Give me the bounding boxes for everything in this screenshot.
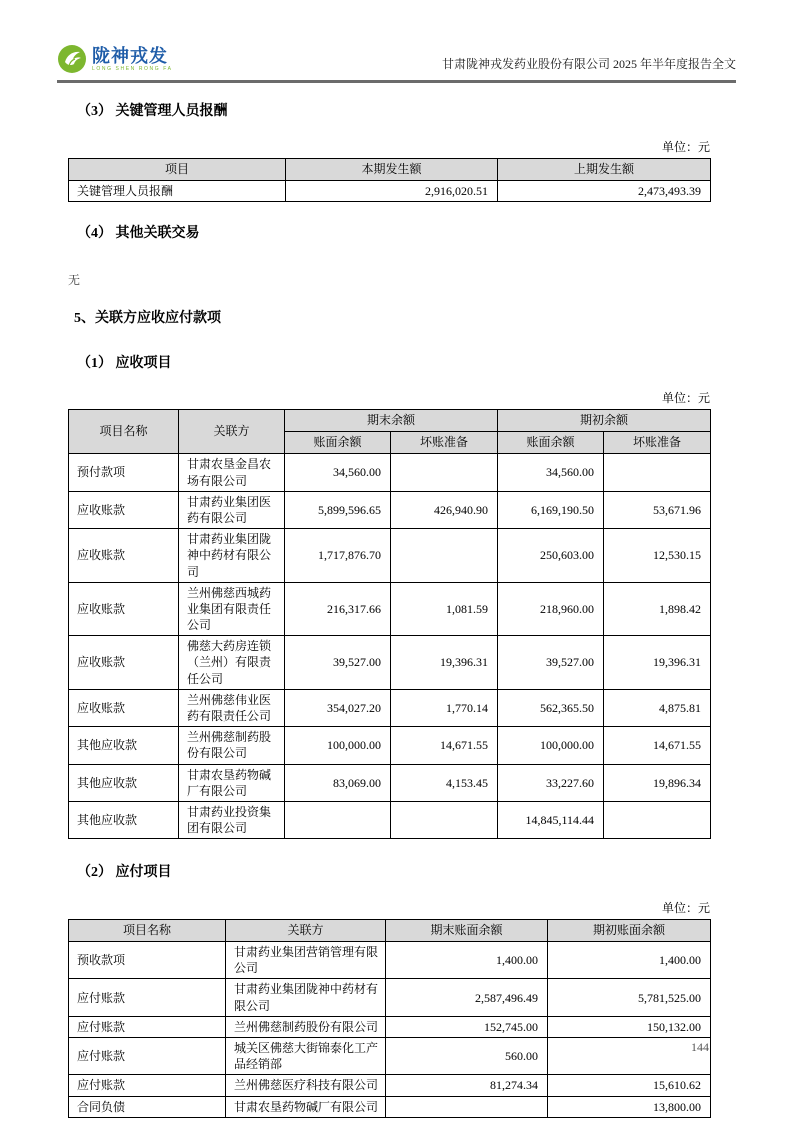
subcol-bad-debt: 坏账准备	[391, 432, 498, 454]
cell-item: 应付账款	[69, 1016, 226, 1037]
cell-beg-bad: 53,671.96	[604, 491, 711, 528]
cell-item: 应收账款	[69, 689, 179, 726]
cell-end-balance: 152,745.00	[386, 1016, 548, 1037]
cell-party: 兰州佛慈西城药业集团有限责任公司	[179, 582, 285, 636]
payables-table	[68, 919, 711, 1118]
table-row	[69, 1075, 711, 1096]
cell-beg-book: 218,960.00	[498, 582, 604, 636]
unit-label: 单位：元	[661, 139, 710, 154]
cell-item: 应收账款	[69, 582, 179, 636]
section-5-1-heading: （1） 应收项目	[77, 355, 172, 371]
cell-prior-amount: 2,473,493.39	[498, 180, 711, 201]
col-header-party: 关联方	[226, 920, 386, 942]
cell-item: 合同负债	[69, 1096, 226, 1117]
cell-party: 佛慈大药房连锁（兰州）有限责任公司	[179, 636, 285, 690]
cell-beg-balance: 13,800.00	[548, 1096, 711, 1117]
cell-beg-book: 39,527.00	[498, 636, 604, 690]
section-3-heading: （3） 关键管理人员报酬	[77, 104, 228, 119]
cell-party: 甘肃农垦药物碱厂有限公司	[226, 1096, 386, 1117]
cell-item: 其他应收款	[69, 764, 179, 801]
col-header-party: 关联方	[179, 410, 285, 454]
table-row	[69, 801, 711, 838]
section-5-heading: 5、关联方应收应付款项	[74, 310, 221, 326]
cell-end-balance: 1,400.00	[386, 942, 548, 979]
table-header-row	[69, 920, 711, 942]
col-group-ending: 期末余额	[285, 410, 498, 432]
cell-end-bad: 4,153.45	[391, 764, 498, 801]
cell-party: 甘肃农垦金昌农场有限公司	[179, 454, 285, 491]
cell-beg-bad: 1,898.42	[604, 582, 711, 636]
cell-end-balance	[386, 1096, 548, 1117]
section-5-2-heading: （2） 应付项目	[77, 865, 172, 881]
cell-item: 应收账款	[69, 491, 179, 528]
cell-end-balance: 2,587,496.49	[386, 979, 548, 1016]
cell-end-bad	[391, 529, 498, 583]
logo-name-cn: 陇神戎发	[92, 45, 168, 66]
table-row	[69, 942, 711, 979]
cell-beg-bad: 19,896.34	[604, 764, 711, 801]
col-header-ending: 期末账面余额	[386, 920, 548, 942]
cell-beg-book: 250,603.00	[498, 529, 604, 583]
cell-item: 应收账款	[69, 529, 179, 583]
subcol-book-balance: 账面余额	[498, 432, 604, 454]
table-row	[69, 689, 711, 726]
cell-beg-book: 33,227.60	[498, 764, 604, 801]
cell-current-amount: 2,916,020.51	[286, 180, 498, 201]
cell-end-book: 1,717,876.70	[285, 529, 391, 583]
document-title: 甘肃陇神戎发药业股份有限公司 2025 年半年度报告全文	[441, 57, 736, 71]
cell-beg-bad: 14,671.55	[604, 727, 711, 764]
col-header-beginning: 期初账面余额	[548, 920, 711, 942]
cell-beg-bad	[604, 801, 711, 838]
table-header-row	[69, 158, 711, 180]
cell-end-balance: 560.00	[386, 1038, 548, 1075]
col-header-current: 本期发生额	[286, 158, 498, 180]
cell-end-book: 216,317.66	[285, 582, 391, 636]
cell-party: 兰州佛慈制药股份有限公司	[226, 1016, 386, 1037]
cell-party: 甘肃药业集团营销管理有限公司	[226, 942, 386, 979]
cell-item: 应付账款	[69, 1075, 226, 1096]
subcol-book-balance: 账面余额	[285, 432, 391, 454]
table-row	[69, 636, 711, 690]
cell-beg-balance: 5,781,525.00	[548, 979, 711, 1016]
cell-beg-bad: 19,396.31	[604, 636, 711, 690]
cell-party: 甘肃药业集团医药有限公司	[179, 491, 285, 528]
table-row	[69, 491, 711, 528]
cell-beg-book: 100,000.00	[498, 727, 604, 764]
subcol-bad-debt: 坏账准备	[604, 432, 711, 454]
cell-party: 甘肃农垦药物碱厂有限公司	[179, 764, 285, 801]
cell-end-bad: 19,396.31	[391, 636, 498, 690]
table-row	[69, 582, 711, 636]
col-group-beginning: 期初余额	[498, 410, 711, 432]
table-row	[69, 454, 711, 491]
cell-beg-bad: 12,530.15	[604, 529, 711, 583]
col-header-item: 项目	[69, 158, 286, 180]
cell-party: 兰州佛慈伟业医药有限责任公司	[179, 689, 285, 726]
col-header-item: 项目名称	[69, 920, 226, 942]
table-row	[69, 529, 711, 583]
cell-party: 甘肃药业投资集团有限公司	[179, 801, 285, 838]
cell-party: 城关区佛慈大街锦泰化工产品经销部	[226, 1038, 386, 1075]
cell-end-book: 100,000.00	[285, 727, 391, 764]
cell-item: 应收账款	[69, 636, 179, 690]
cell-end-bad: 426,940.90	[391, 491, 498, 528]
cell-end-bad: 1,770.14	[391, 689, 498, 726]
unit-label: 单位：元	[661, 391, 710, 406]
cell-beg-bad: 4,875.81	[604, 689, 711, 726]
section-4-heading: （4） 其他关联交易	[77, 225, 200, 241]
cell-end-bad: 14,671.55	[391, 727, 498, 764]
cell-beg-balance: 1,400.00	[548, 942, 711, 979]
cell-item: 预付款项	[69, 454, 179, 491]
cell-end-book: 5,899,596.65	[285, 491, 391, 528]
cell-beg-book: 34,560.00	[498, 454, 604, 491]
section-4-body: 无	[68, 272, 81, 287]
unit-label: 单位：元	[661, 901, 710, 916]
cell-end-book: 34,560.00	[285, 454, 391, 491]
cell-end-balance: 81,274.34	[386, 1075, 548, 1096]
cell-item: 应付账款	[69, 1038, 226, 1075]
table-row	[69, 1038, 711, 1075]
cell-item: 其他应收款	[69, 801, 179, 838]
table-row	[69, 764, 711, 801]
cell-party: 兰州佛慈制药股份有限公司	[179, 727, 285, 764]
company-logo	[57, 44, 173, 80]
cell-end-book: 354,027.20	[285, 689, 391, 726]
page-number: 144	[691, 1040, 709, 1054]
document-header	[57, 0, 736, 83]
logo-icon	[57, 44, 87, 74]
cell-beg-book: 14,845,114.44	[498, 801, 604, 838]
table-header-row	[69, 410, 711, 432]
remuneration-table	[68, 158, 711, 202]
cell-party: 兰州佛慈医疗科技有限公司	[226, 1075, 386, 1096]
cell-item: 预收款项	[69, 942, 226, 979]
logo-name-en: LONG SHEN RONG FA	[92, 65, 173, 72]
cell-party: 甘肃药业集团陇神中药材有限公司	[226, 979, 386, 1016]
page-content	[68, 83, 710, 1118]
cell-beg-balance: 15,610.62	[548, 1075, 711, 1096]
cell-item: 关键管理人员报酬	[69, 180, 286, 201]
table-row	[69, 727, 711, 764]
cell-end-book: 83,069.00	[285, 764, 391, 801]
table-row	[69, 979, 711, 1016]
receivables-table	[68, 409, 711, 839]
cell-beg-book: 562,365.50	[498, 689, 604, 726]
cell-beg-balance	[548, 1038, 711, 1075]
cell-beg-balance: 150,132.00	[548, 1016, 711, 1037]
col-header-item: 项目名称	[69, 410, 179, 454]
cell-item: 应付账款	[69, 979, 226, 1016]
cell-end-bad: 1,081.59	[391, 582, 498, 636]
cell-end-book: 39,527.00	[285, 636, 391, 690]
cell-end-book	[285, 801, 391, 838]
cell-end-bad	[391, 801, 498, 838]
cell-item: 其他应收款	[69, 727, 179, 764]
table-row	[69, 1016, 711, 1037]
cell-beg-bad	[604, 454, 711, 491]
cell-end-bad	[391, 454, 498, 491]
cell-beg-book: 6,169,190.50	[498, 491, 604, 528]
table-row	[69, 1096, 711, 1117]
col-header-prior: 上期发生额	[498, 158, 711, 180]
table-row	[69, 180, 711, 201]
cell-party: 甘肃药业集团陇神中药材有限公司	[179, 529, 285, 583]
logo-text	[92, 47, 173, 72]
